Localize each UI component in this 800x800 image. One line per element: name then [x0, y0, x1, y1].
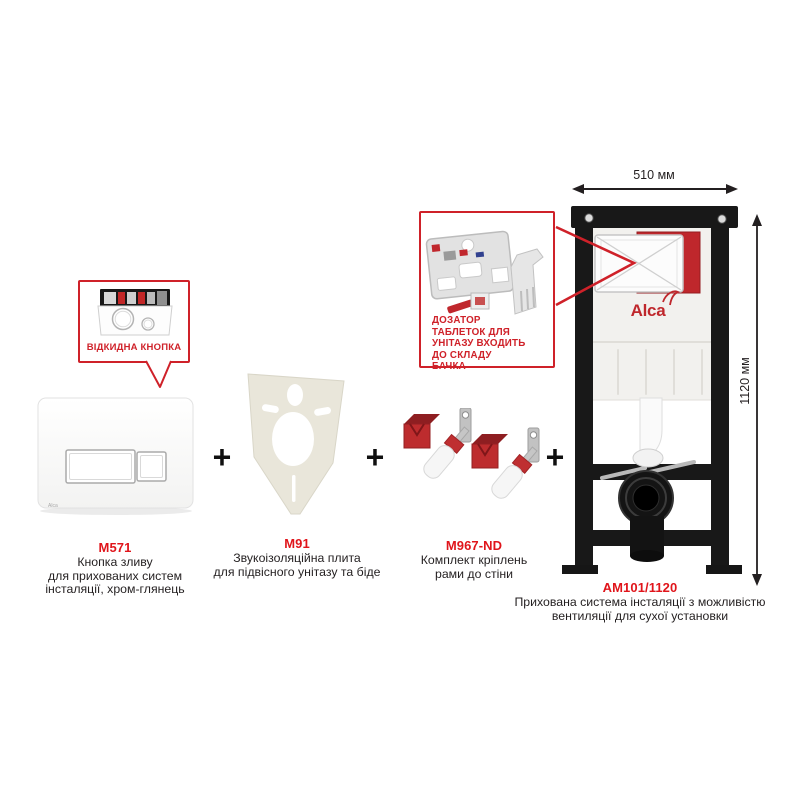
- m967nd-code: M967-ND: [445, 538, 503, 553]
- m571-desc-line-3: інсталяції, хром-глянець: [45, 582, 185, 597]
- width-dimension-label: 510 мм: [633, 168, 675, 182]
- am101-desc-line-1: Прихована система інсталяції з можливістю: [514, 595, 766, 609]
- frame-foot-left: [562, 565, 598, 574]
- m967nd-desc-line-1: Комплект кріплень: [420, 553, 528, 567]
- am101-description: [480, 596, 800, 623]
- plus-separator-1: +: [212, 439, 232, 475]
- dispenser-holder: [511, 249, 543, 314]
- plus-separator-3: +: [545, 439, 565, 475]
- callout-tail: [146, 361, 171, 387]
- plate-oval-hole: [272, 412, 314, 466]
- m91-soundproof-plate-illustration: [240, 365, 355, 525]
- m967nd-description: [360, 554, 588, 581]
- small-flush-button: [137, 452, 166, 481]
- m91-desc-line-1: Звукоізоляційна плита: [233, 551, 361, 565]
- large-flush-button: [66, 450, 135, 483]
- tablet-dispenser-note: [432, 315, 525, 373]
- plate-slit: [292, 475, 296, 502]
- alca-logo: Alca: [630, 301, 666, 320]
- m571-code: M571: [98, 540, 132, 555]
- wall-anchor-assembly-1: [404, 408, 474, 481]
- m91-desc-line-2: для підвісного унітазу та біде: [213, 564, 381, 579]
- dispenser-note-line-5: БАЧКА: [432, 361, 466, 373]
- m91-code: M91: [284, 536, 310, 551]
- m571-desc-line-2: для прихованих систем: [47, 568, 183, 583]
- m967nd-desc-line-2: рами до стіни: [434, 566, 514, 581]
- plus-separator-2: +: [365, 439, 385, 475]
- frame-top-bar: [571, 206, 738, 228]
- dispenser-note-line-3: УНІТАЗУ ВХОДИТЬ: [432, 338, 526, 350]
- flush-pipe: [640, 398, 662, 456]
- dispenser-note-line-2: ТАБЛЕТОК ДЛЯ: [432, 326, 511, 338]
- frame-foot-right: [706, 565, 742, 574]
- dispenser-mounting-plate: [426, 231, 514, 299]
- alca-logo-small: Alca: [48, 503, 58, 509]
- am101-desc-line-2: вентиляції для сухої установки: [551, 608, 729, 623]
- frame-rail-right: [711, 206, 729, 570]
- installation-frame-illustration: [556, 198, 756, 583]
- m967nd-fixing-kit-illustration: [402, 408, 547, 510]
- frame-rail-left: [575, 206, 593, 570]
- wall-anchor-assembly-2: [472, 428, 542, 501]
- flip-button-callout: [78, 280, 190, 363]
- dispenser-note-line-4: ДО СКЛАДУ: [432, 349, 492, 361]
- m571-desc-line-1: Кнопка зливу: [77, 555, 153, 569]
- flip-button-callout-label: ВІДКИДНА КНОПКА: [86, 342, 182, 353]
- pipe-joint: [633, 449, 663, 467]
- dispenser-note-line-1: ДОЗАТОР: [432, 315, 481, 326]
- button-plate-open: [98, 306, 172, 335]
- tablet-dispenser-illustration: [421, 221, 555, 317]
- tablet-dispenser-callout: [419, 211, 555, 373]
- plate-top-hole: [287, 384, 303, 406]
- m571-flush-plate-illustration: [36, 394, 196, 519]
- screw-icon: [585, 214, 593, 222]
- open-flush-button-illustration: [96, 288, 176, 338]
- am101-code: AM101/1120: [602, 580, 678, 595]
- screw-icon: [718, 215, 726, 223]
- width-dimension-arrow: [572, 184, 738, 194]
- height-dimension-label: 1120 мм: [738, 357, 752, 405]
